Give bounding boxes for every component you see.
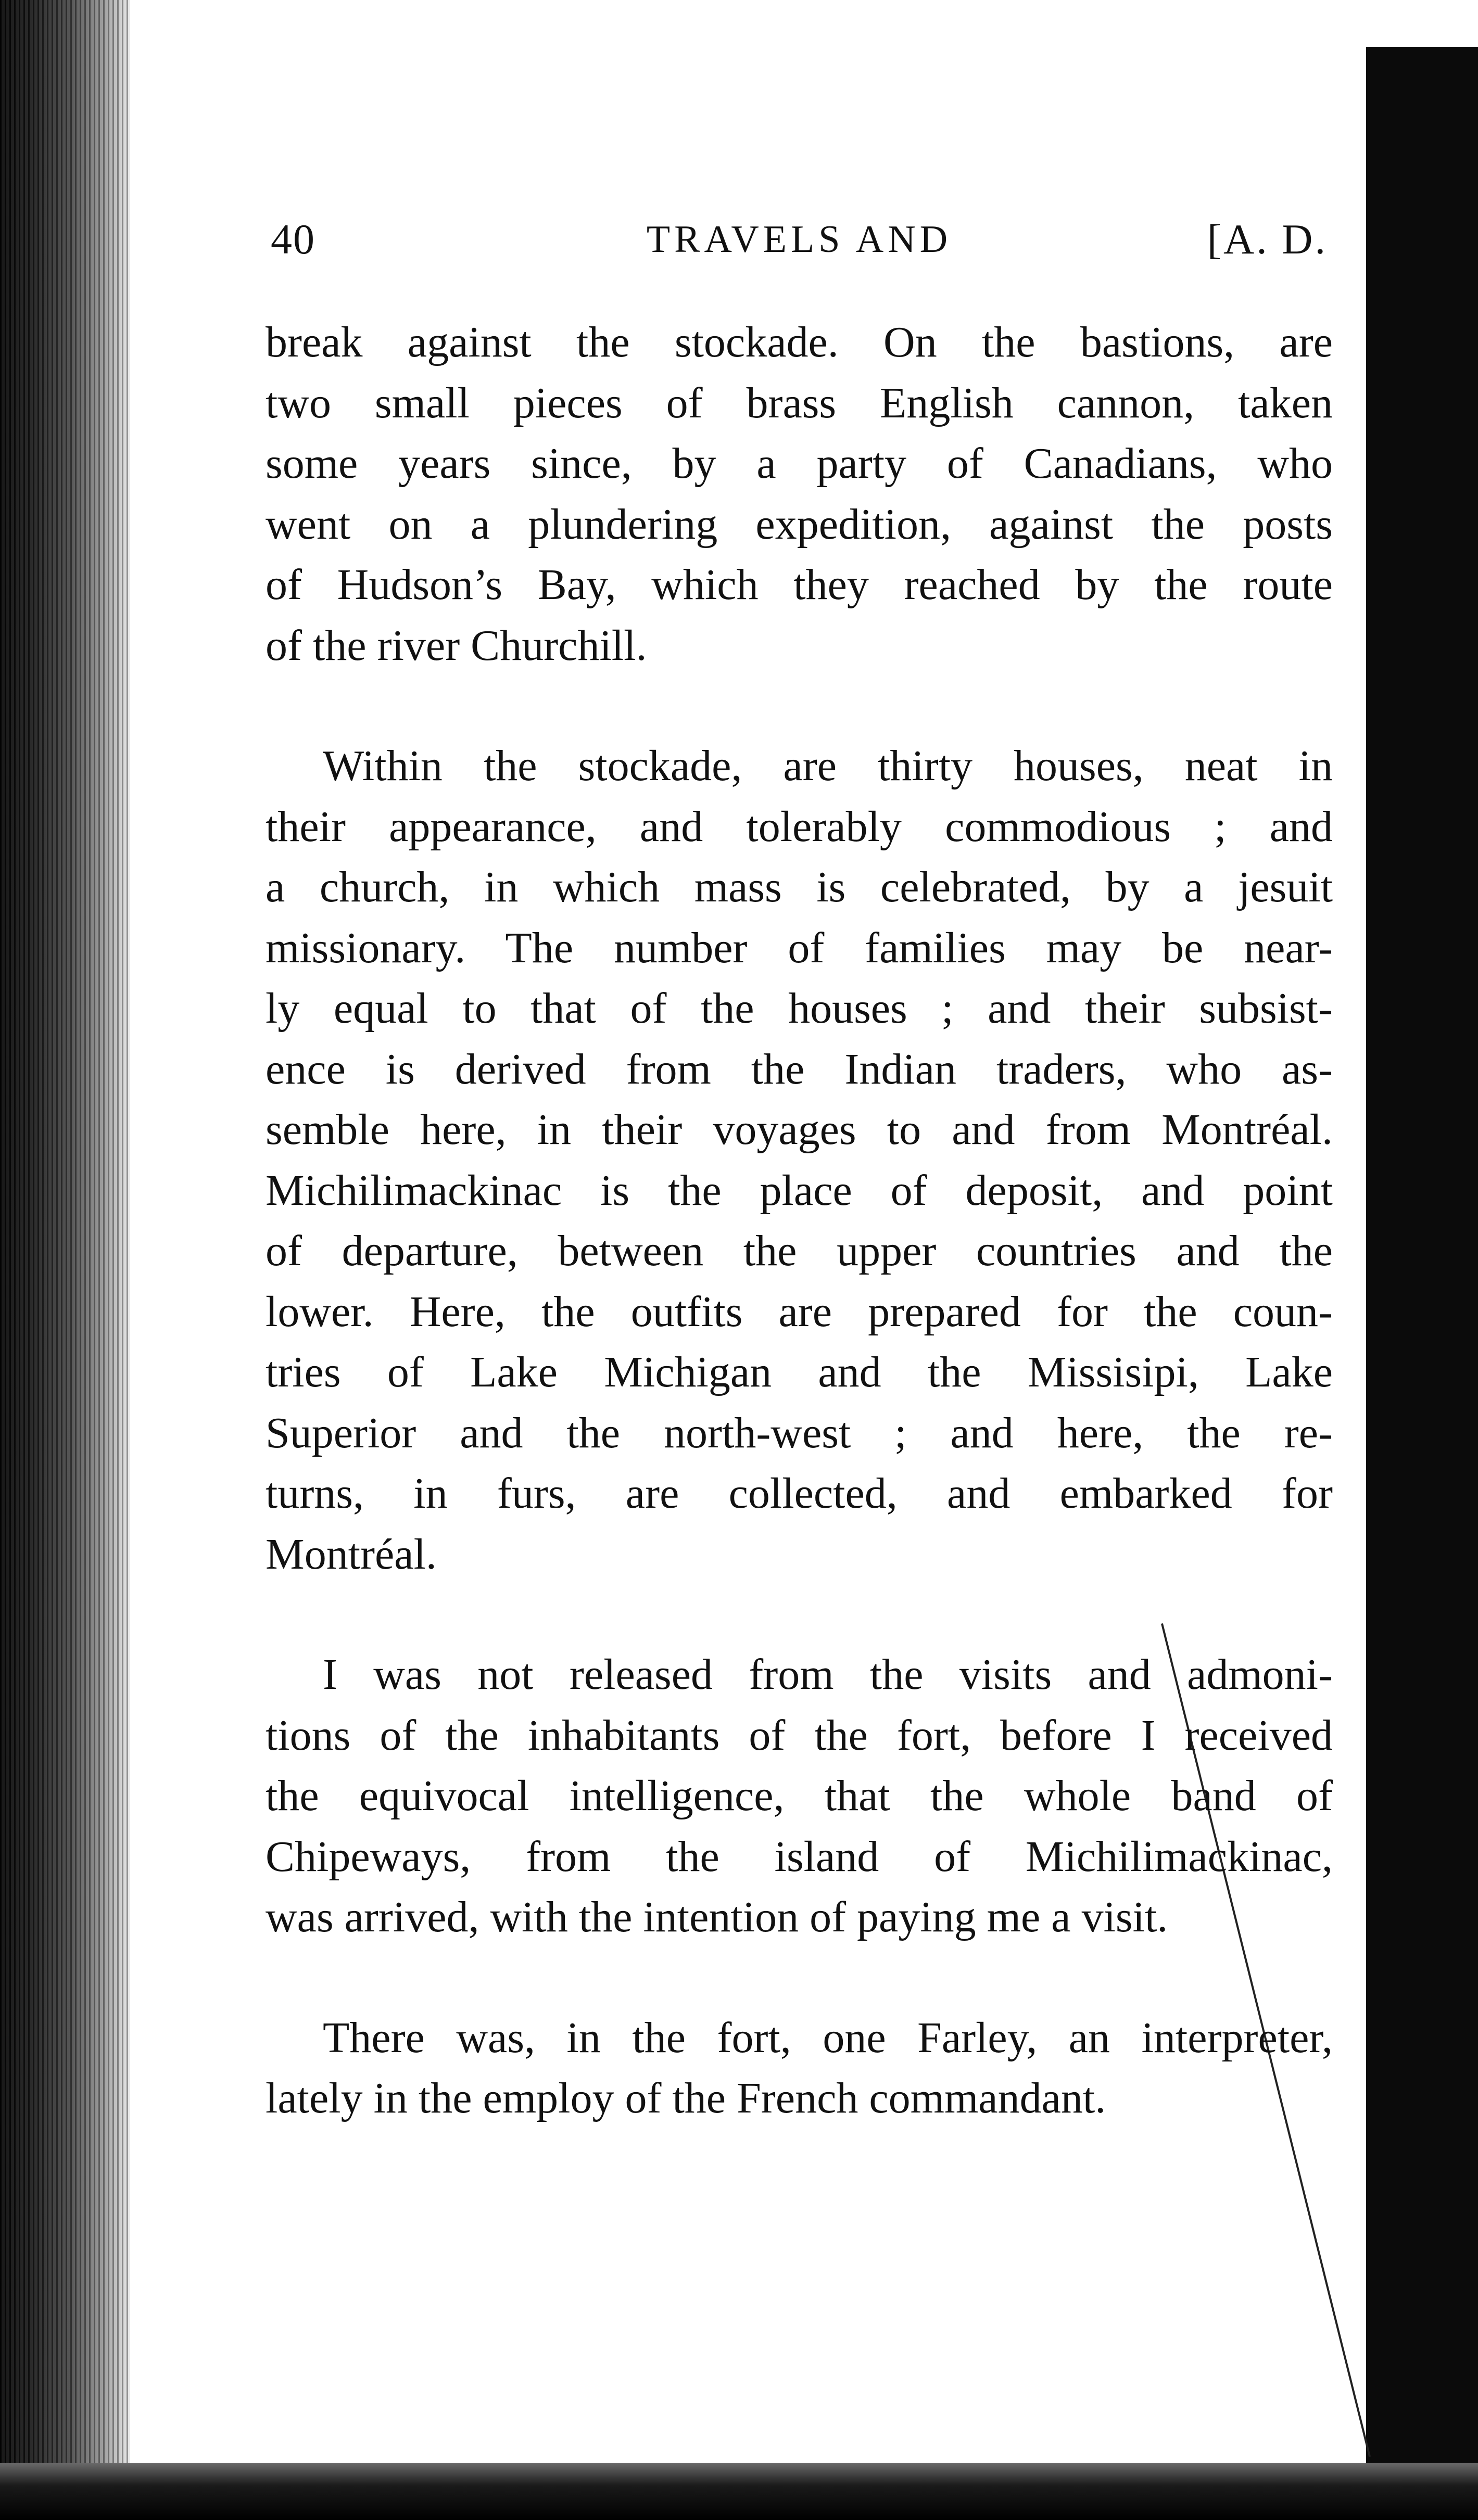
text-line: was arrived, with the intention of paying me a visit. — [266, 1893, 1168, 1941]
text-line: Chipeways, from the island of Michilimackinac, — [266, 1832, 1333, 1881]
text-line: Superior and the north-west ; and here, the re- — [266, 1408, 1333, 1457]
text-line: of Hudson’s Bay, which they reached by the route — [266, 561, 1333, 609]
text-line: break against the stockade. On the bastions, are — [266, 318, 1333, 366]
page-bottom-shadow — [0, 2463, 1478, 2520]
text-line: of departure, between the upper countries and the — [266, 1227, 1333, 1275]
text-line: ence is derived from the Indian traders, who as- — [266, 1045, 1333, 1093]
text-line: tries of Lake Michigan and the Missisipi, Lake — [266, 1348, 1333, 1396]
page-number: 40 — [271, 215, 315, 263]
running-head-date: [A. D. — [1207, 215, 1328, 263]
text-line: I was not released from the visits and admoni- — [323, 1650, 1333, 1699]
text-line: two small pieces of brass English cannon, taken — [266, 378, 1333, 427]
running-head — [271, 211, 1328, 268]
text-line: their appearance, and tolerably commodious ; and — [266, 802, 1333, 851]
text-line: Michilimackinac is the place of deposit, and point — [266, 1166, 1333, 1215]
running-head-title: TRAVELS AND — [646, 218, 952, 261]
paragraph-2 — [266, 736, 1333, 1585]
text-line: some years since, by a party of Canadians, who — [266, 439, 1333, 488]
text-line: missionary. The number of families may be near- — [266, 923, 1333, 972]
paragraph-1 — [266, 312, 1333, 676]
paragraph-4 — [266, 2008, 1333, 2129]
text-line: Montréal. — [266, 1530, 437, 1579]
text-line: lately in the employ of the French commandant. — [266, 2074, 1106, 2122]
text-line: of the river Churchill. — [266, 621, 647, 670]
body-text — [266, 312, 1333, 2129]
text-line: Within the stockade, are thirty houses, neat in — [323, 742, 1333, 790]
text-line: semble here, in their voyages to and from Montréal. — [266, 1105, 1333, 1154]
text-line: ly equal to that of the houses ; and their subsist- — [266, 984, 1333, 1033]
facing-page-edge — [1366, 47, 1478, 2483]
paragraph-3 — [266, 1645, 1333, 1948]
text-line: lower. Here, the outfits are prepared for the coun- — [266, 1287, 1333, 1336]
book-binding-gutter — [0, 0, 130, 2520]
text-line: went on a plundering expedition, against the posts — [266, 500, 1333, 549]
text-line: There was, in the fort, one Farley, an interpreter, — [323, 2013, 1333, 2062]
text-line: tions of the inhabitants of the fort, before I received — [266, 1711, 1333, 1760]
text-line: the equivocal intelligence, that the whole band of — [266, 1772, 1333, 1820]
text-line: turns, in furs, are collected, and embarked for — [266, 1469, 1333, 1518]
text-line: a church, in which mass is celebrated, by a jesuit — [266, 863, 1333, 911]
